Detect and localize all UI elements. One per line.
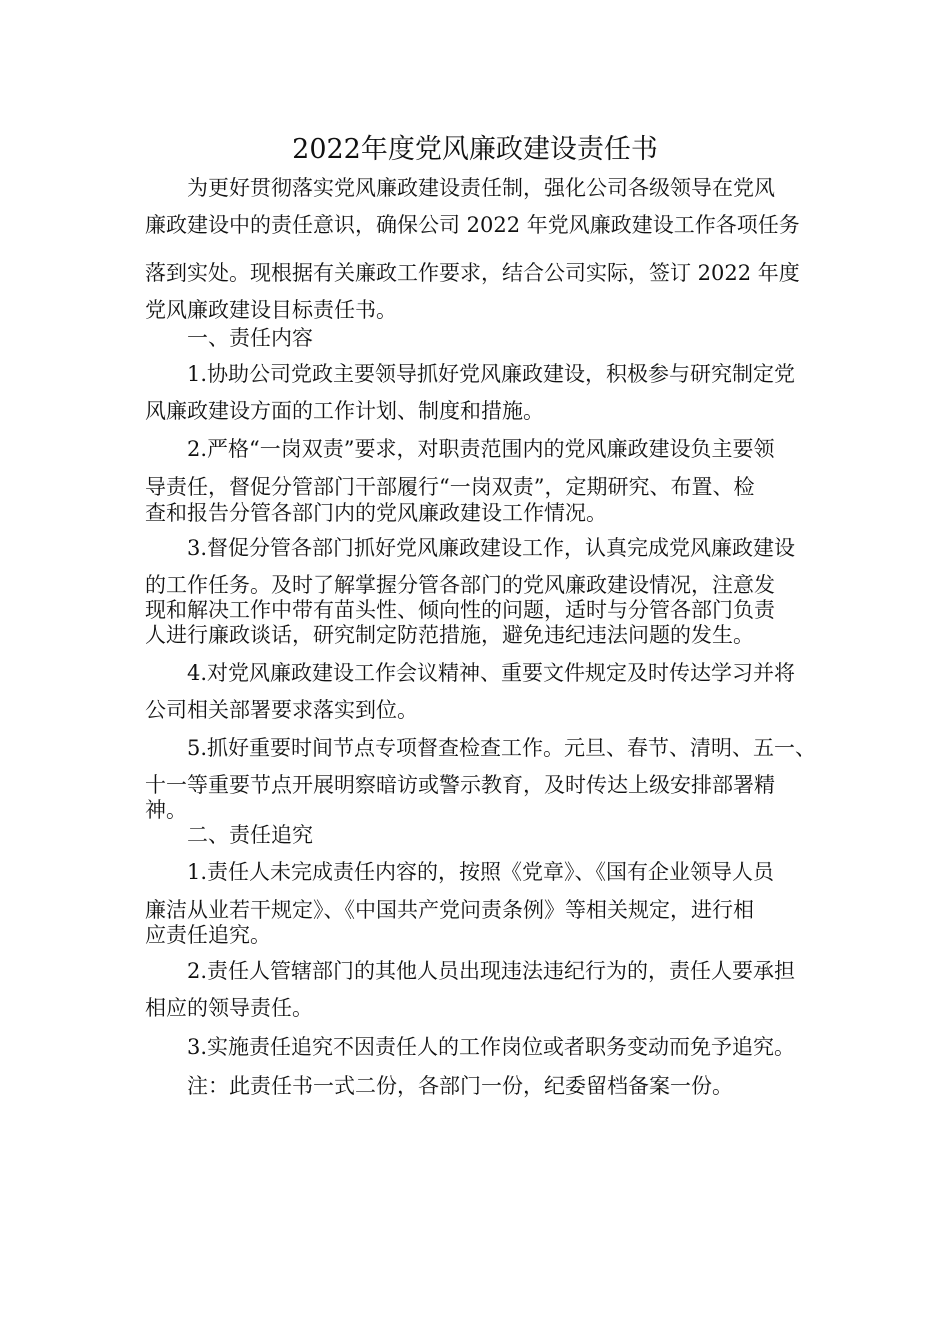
item-line: 2.严格“一岗双责”要求，对职责范围内的党风廉政建设负主要领 — [187, 437, 775, 461]
section-heading: 二、责任追究 — [187, 823, 313, 847]
intro-line: 为更好贯彻落实党风廉政建设责任制，强化公司各级领导在党风 — [187, 176, 775, 200]
section-heading: 一、责任内容 — [187, 326, 313, 350]
item-line: 应责任追究。 — [145, 923, 271, 947]
item-line: 公司相关部署要求落实到位。 — [145, 698, 418, 722]
item-line: 神。 — [145, 798, 187, 822]
item-line: 查和报告分管各部门内的党风廉政建设工作情况。 — [145, 501, 607, 525]
item-line: 3.督促分管各部门抓好党风廉政建设工作，认真完成党风廉政建设 — [187, 536, 796, 560]
item-line: 人进行廉政谈话，研究制定防范措施，避免违纪违法问题的发生。 — [145, 623, 754, 647]
document-title: 2022年度党风廉政建设责任书 — [292, 134, 658, 165]
item-line: 的工作任务。及时了解掌握分管各部门的党风廉政建设情况，注意发 — [145, 573, 775, 597]
item-line: 1.责任人未完成责任内容的，按照《党章》、《国有企业领导人员 — [187, 860, 775, 884]
intro-line: 党风廉政建设目标责任书。 — [145, 298, 397, 322]
item-line: 现和解决工作中带有苗头性、倾向性的问题，适时与分管各部门负责 — [145, 598, 775, 622]
item-line: 4.对党风廉政建设工作会议精神、重要文件规定及时传达学习并将 — [187, 661, 796, 685]
item-line: 3.实施责任追究不因责任人的工作岗位或者职务变动而免予追究。 — [187, 1035, 796, 1059]
intro-line: 落到实处。现根据有关廉政工作要求，结合公司实际，签订 2022 年度 — [145, 261, 800, 285]
item-line: 相应的领导责任。 — [145, 996, 313, 1020]
item-line: 5.抓好重要时间节点专项督查检查工作。元旦、春节、清明、五一、 — [187, 736, 817, 760]
item-line: 2.责任人管辖部门的其他人员出现违法违纪行为的，责任人要承担 — [187, 959, 796, 983]
item-line: 风廉政建设方面的工作计划、制度和措施。 — [145, 399, 544, 423]
intro-line: 廉政建设中的责任意识，确保公司 2022 年党风廉政建设工作各项任务 — [145, 213, 800, 237]
item-line: 导责任，督促分管部门干部履行“一岗双责”，定期研究、布置、检 — [145, 475, 755, 499]
note-line: 注：此责任书一式二份，各部门一份，纪委留档备案一份。 — [187, 1074, 733, 1098]
item-line: 1.协助公司党政主要领导抓好党风廉政建设，积极参与研究制定党 — [187, 362, 796, 386]
item-line: 十一等重要节点开展明察暗访或警示教育，及时传达上级安排部署精 — [145, 773, 775, 797]
item-line: 廉洁从业若干规定》、《中国共产党问责条例》等相关规定，进行相 — [145, 898, 754, 922]
